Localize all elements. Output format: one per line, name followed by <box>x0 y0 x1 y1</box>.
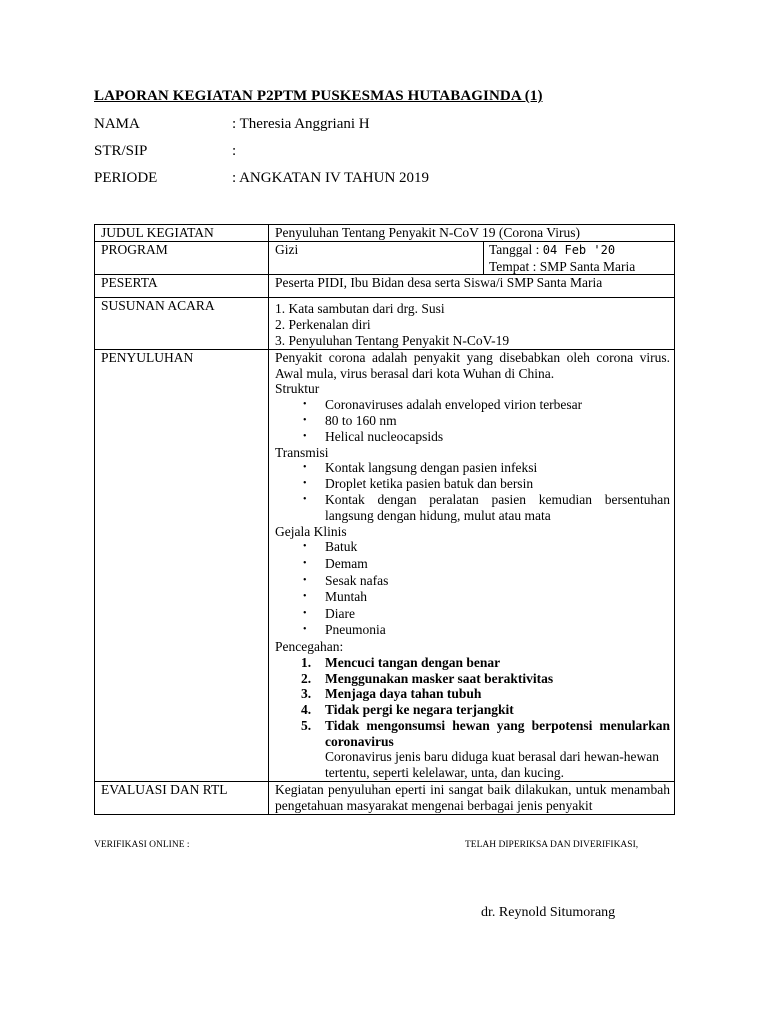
list-item: • Batuk <box>275 539 670 556</box>
row-penyuluhan <box>95 349 675 781</box>
label-cell: EVALUASI DAN RTL <box>95 782 269 815</box>
value-cell: Penyuluhan Tentang Penyakit N-CoV 19 (Corona Virus) <box>269 225 675 242</box>
list-item <box>275 702 670 718</box>
program-inner <box>275 242 674 275</box>
list-item: • Diare <box>275 606 670 623</box>
list-item <box>275 671 670 687</box>
list-text: Tidak mengonsumsi hewan yang berpotensi menularkan coronavirus <box>325 717 670 749</box>
row-evaluasi <box>95 782 675 815</box>
signatory-name: dr. Reynold Situmorang <box>481 905 616 920</box>
field-label: NAMA <box>94 116 140 132</box>
list-item <box>275 718 670 750</box>
list-text: Mencuci tangan dengan benar <box>325 654 501 670</box>
list-item: • Demam <box>275 556 670 573</box>
gejala-list <box>275 539 670 639</box>
report-title: LAPORAN KEGIATAN P2PTM PUSKESMAS HUTABAGINDA (1) <box>94 88 543 104</box>
value-cell <box>269 298 675 349</box>
list-number: 2. <box>301 670 312 686</box>
row-judul <box>95 225 675 242</box>
field-value: : ANGKATAN IV TAHUN 2019 <box>232 170 430 186</box>
list-text: Menjaga daya tahan tubuh <box>325 686 482 702</box>
row-program <box>95 241 675 275</box>
verifikasi-online-label: VERIFIKASI ONLINE : <box>94 840 190 850</box>
field-value: : <box>232 143 237 159</box>
agenda-item: 1. Kata sambutan dari drg. Susi <box>275 301 445 317</box>
field-label: STR/SIP <box>94 143 148 159</box>
field-label: PERIODE <box>94 170 158 186</box>
field-periode <box>94 170 429 187</box>
program-value: Gizi <box>275 242 484 275</box>
list-text: Tidak pergi ke negara terjangkit <box>325 702 514 718</box>
list-item: • Coronaviruses adalah enveloped virion terbesar <box>275 397 670 413</box>
transmisi-heading: Transmisi <box>275 444 329 460</box>
list-item: • 80 to 160 nm <box>275 413 670 429</box>
list-item: • Droplet ketika pasien batuk dan bersin <box>275 476 670 492</box>
list-item: • Kontak langsung dengan pasien infeksi <box>275 460 670 476</box>
verified-label: TELAH DIPERIKSA DAN DIVERIFIKASI, <box>465 840 639 850</box>
list-number: 5. <box>301 717 312 733</box>
list-item: • Sesak nafas <box>275 573 670 590</box>
pencegahan-heading: Pencegahan: <box>275 638 344 654</box>
struktur-list <box>275 397 670 444</box>
transmisi-list <box>275 460 670 523</box>
tanggal-label: Tanggal : <box>489 241 543 257</box>
label-cell: SUSUNAN ACARA <box>95 298 269 349</box>
list-item <box>275 686 670 702</box>
value-cell <box>269 349 675 781</box>
field-str-sip <box>94 143 236 160</box>
list-item: • Kontak dengan peralatan pasien kemudian bersentuhan langsung dengan hidung, mulut atau mata <box>275 492 670 524</box>
tempat-line: Tempat : SMP Santa Maria <box>489 258 636 274</box>
value-cell: Kegiatan penyuluhan eperti ini sangat baik dilakukan, untuk menambah pengetahuan masyarakat mengenai berbagai jenis penyakit <box>269 782 675 815</box>
tanggal-line <box>489 242 674 259</box>
list-number: 1. <box>301 654 312 670</box>
coronavirus-note: Coronavirus jenis baru diduga kuat berasal dari hewan-hewan tertentu, seperti kelelawar, unta, dan kucing. <box>325 749 660 781</box>
list-item: • Helical nucleocapsids <box>275 429 670 445</box>
label-cell: PROGRAM <box>95 241 269 275</box>
pencegahan-list <box>275 655 670 750</box>
struktur-heading: Struktur <box>275 381 320 397</box>
value-cell: Peserta PIDI, Ibu Bidan desa serta Siswa/i SMP Santa Maria <box>269 275 675 298</box>
list-text: Menggunakan masker saat beraktivitas <box>325 670 554 686</box>
label-cell: PENYULUHAN <box>95 349 269 781</box>
intro-text: Penyakit corona adalah penyakit yang disebabkan oleh corona virus. Awal mula, virus berasal dari kota Wuhan di China. <box>275 349 670 381</box>
tanggal-value: 04 Feb '20 <box>542 242 616 257</box>
row-peserta <box>95 275 675 298</box>
agenda-item: 2. Perkenalan diri <box>275 317 371 333</box>
label-cell: JUDUL KEGIATAN <box>95 225 269 242</box>
row-susunan <box>95 298 675 349</box>
field-value: : Theresia Anggriani H <box>232 116 370 132</box>
agenda-item: 3. Penyuluhan Tentang Penyakit N-CoV-19 <box>275 332 510 348</box>
list-number: 4. <box>301 702 312 718</box>
list-item: • Muntah <box>275 589 670 606</box>
list-item: • Pneumonia <box>275 622 670 639</box>
value-cell <box>269 241 675 275</box>
list-number: 3. <box>301 686 312 702</box>
field-nama <box>94 116 370 133</box>
tanggal-tempat <box>484 242 675 275</box>
gejala-heading: Gejala Klinis <box>275 523 347 539</box>
list-item <box>275 655 670 671</box>
label-cell: PESERTA <box>95 275 269 298</box>
report-table <box>94 224 675 815</box>
